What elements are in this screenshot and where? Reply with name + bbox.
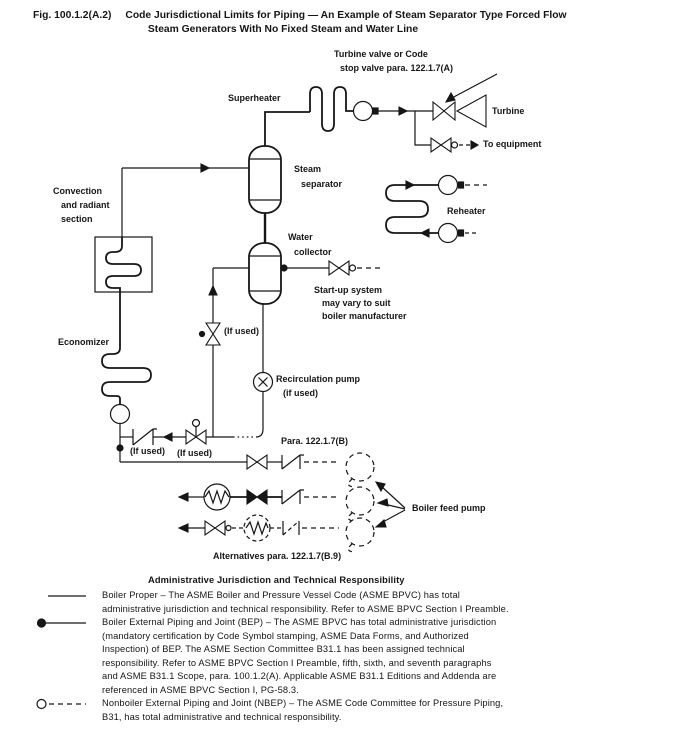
separator-inlet-line: [122, 164, 249, 237]
feedwater-alt-row-2: [179, 484, 339, 510]
label-water-collector-2: collector: [294, 247, 332, 257]
label-if-used-control-valve: (If used): [177, 448, 212, 458]
figure-title: [33, 10, 567, 21]
legend-bep-line: and ASME B31.1 Scope, para. 100.1.2(A). Applicable ASME B31.1 Editions and Addenda are: [102, 671, 497, 681]
main-steam-line: [378, 107, 433, 145]
label-if-used-check-valve: (If used): [130, 446, 165, 456]
note-arrow: [446, 74, 497, 102]
startup-system-line: [281, 261, 382, 275]
label-startup-2: may vary to suit: [322, 298, 391, 308]
steam-separator-vessel: [249, 146, 281, 213]
label-convection-3: section: [61, 214, 93, 224]
label-convection-2: and radiant: [61, 200, 110, 210]
feedwater-alt-row-3: [179, 515, 339, 541]
label-to-equipment: To equipment: [483, 139, 542, 149]
boiler-feed-pump-3-icon: [346, 518, 374, 552]
label-para-122-1-7-b: Para. 122.1.7(B): [281, 436, 349, 446]
boiler-feed-pump-arrows: [376, 482, 405, 527]
boiler-feed-pump-2-icon: [346, 487, 374, 521]
feedwater-main-line: [120, 455, 339, 469]
bep-joint-nozzle-icon: [354, 102, 379, 121]
label-alternatives: Alternatives para. 122.1.7(B.9): [213, 551, 342, 561]
label-recirc-pump-2: (if used): [283, 388, 318, 398]
turbine-stop-valve-icon: [433, 102, 455, 120]
legend-heading: Administrative Jurisdiction and Technical Responsibility: [148, 575, 405, 585]
label-turbine-valve-note-1: Turbine valve or Code: [334, 49, 428, 59]
figure-title-line1: Code Jurisdictional Limits for Piping — An Example of Steam Separator Type Forced Flow: [125, 10, 567, 21]
label-steam-separator-2: separator: [301, 179, 343, 189]
label-economizer: Economizer: [58, 337, 110, 347]
legend-bep-line: responsibility. Refer to ASME BPVC Section I Preamble, fifth, sixth, and seventh paragraphs: [102, 657, 492, 668]
legend-nbep-line: Nonboiler External Piping and Joint (NBEP) – The ASME Code Committee for Pressure Piping,: [102, 698, 504, 708]
label-startup-3: boiler manufacturer: [322, 311, 407, 321]
figure-number: Fig. 100.1.2(A.2): [33, 10, 112, 21]
legend-boiler-proper-line: administrative jurisdiction and technical responsibility. Refer to ASME BPVC Section I Preamble.: [102, 603, 509, 614]
label-convection-1: Convection: [53, 186, 103, 196]
legend-bep-line: referenced in ASME BPVC Section I, PG-58.3.: [102, 684, 299, 695]
legend-boiler-proper-line: Boiler Proper – The ASME Boiler and Pressure Vessel Code (ASME BPVC) has total: [102, 590, 460, 600]
recirculation-pump-icon: [254, 304, 273, 429]
label-boiler-feed-pump: Boiler feed pump: [412, 503, 486, 513]
label-if-used-vertical-valve: (If used): [224, 326, 259, 336]
legend-bep-line: Inspection) of BEP. The ASME Section Committee B31.1 has been assigned technical: [102, 644, 465, 654]
label-turbine: Turbine: [492, 106, 525, 116]
legend-symbol-bep: [38, 619, 87, 627]
label-reheater: Reheater: [447, 206, 486, 216]
legend-symbol-nbep: [37, 700, 86, 709]
collector-left-riser: [200, 268, 250, 437]
legend-nbep-line: B31, has total administrative and technical responsibility.: [102, 711, 342, 722]
legend-bep-line: Boiler External Piping and Joint (BEP) – The ASME BPVC has total administrative jurisdiction: [102, 617, 497, 627]
turbine-icon: [457, 95, 486, 127]
label-recirc-pump-1: Recirculation pump: [276, 374, 361, 384]
boiler-feed-pump-1-icon: [346, 453, 374, 487]
to-equipment-branch: [431, 138, 478, 152]
label-superheater: Superheater: [228, 93, 281, 103]
label-steam-separator-1: Steam: [294, 164, 322, 174]
label-water-collector-1: Water: [288, 232, 313, 242]
figure-title-line2: Steam Generators With No Fixed Steam and Water Line: [147, 24, 419, 35]
label-startup-1: Start-up system: [314, 285, 383, 295]
label-turbine-valve-note-2: stop valve para. 122.1.7(A): [340, 63, 454, 73]
water-collector-vessel: [249, 243, 281, 304]
feedwater-branch-line: [120, 420, 263, 446]
legend-bep-line: (mandatory certification by Code Symbol stamping, ASME Data Forms, and Authorized: [102, 630, 469, 641]
convection-section-box: [95, 237, 152, 292]
